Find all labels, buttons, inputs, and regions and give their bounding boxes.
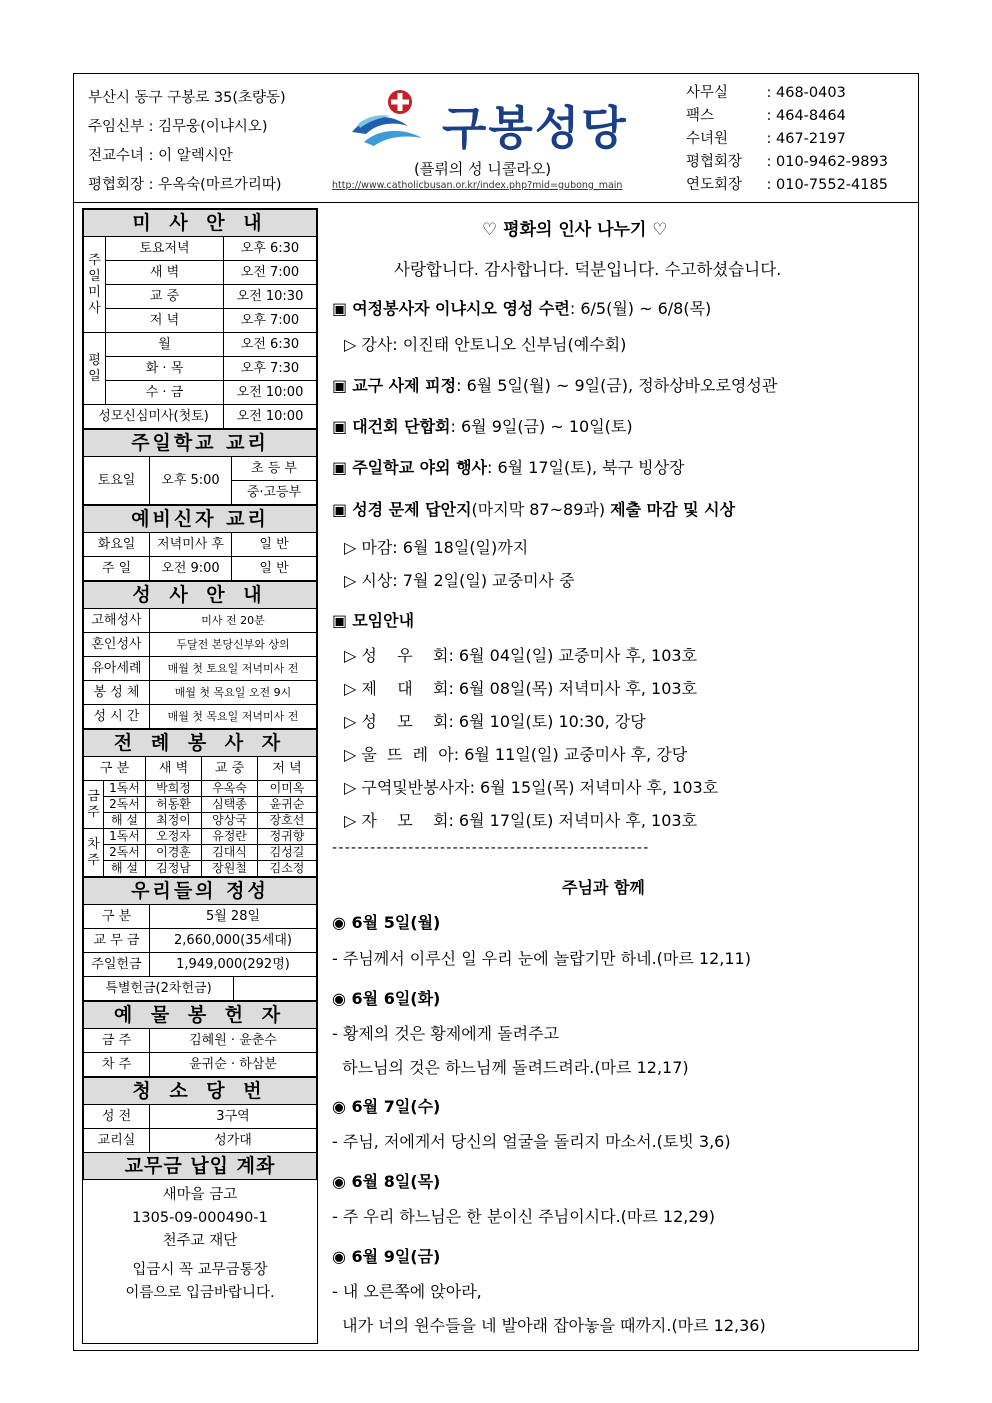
liturgy-person: 김소정 (258, 861, 317, 877)
meeting-item: ▷ 성 모 회: 6월 10일(토) 10:30, 강당 (344, 712, 646, 731)
sacrament-name: 혼인성사 (84, 633, 150, 657)
cleaning-place: 성 전 (84, 1105, 150, 1129)
day-verse: - 주님, 저에게서 당신의 얼굴을 돌리지 마소서.(토빗 3,6) (332, 1132, 731, 1151)
sunday-school-time: 오후 5:00 (150, 457, 232, 505)
notice-outing: ▣ 주일학교 야외 행사: 6월 17일(토), 북구 빙상장 (332, 458, 685, 477)
offering-value: 2,660,000(35세대) (150, 929, 317, 953)
bulletin-page (73, 73, 919, 1351)
notice-priest-retreat: ▣ 교구 사제 피정: 6월 5일(월) ~ 9일(금), 정하상바오로영성관 (332, 376, 778, 395)
square-bullet-icon: ▣ (332, 611, 353, 630)
church-website-link[interactable]: http://www.catholicbusan.or.kr/index.php?mid=gubong_main (332, 180, 623, 191)
cleaning-place: 교리실 (84, 1129, 150, 1153)
church-logo (332, 88, 676, 198)
liturgy-role: 해 설 (104, 813, 146, 829)
church-patron: (플뤼의 성 니콜라오) (414, 160, 552, 178)
bank-name: 새마을 금고 (162, 1187, 238, 1203)
liturgy-role: 해 설 (104, 861, 146, 877)
gift-donors: 김혜원 · 윤춘수 (150, 1029, 317, 1053)
liturgy-person: 최정이 (146, 813, 202, 829)
mass-time: 오후 6:30 (224, 237, 317, 261)
greeting: 사랑합니다. 감사합니다. 덕분입니다. 수고하셨습니다. (394, 260, 782, 279)
account-number: 1305-09-000490-1 (132, 1210, 268, 1226)
meeting-item: ▷ 성 우 회: 6월 04일(일) 교중미사 후, 103호 (344, 646, 698, 665)
offering-name: 주일헌금 (84, 953, 150, 977)
contact-office: 사무실 : 468-0403 (686, 85, 846, 101)
contact-list (686, 82, 888, 197)
cross-wave-icon (348, 88, 438, 150)
liturgy-person: 김성길 (258, 845, 317, 861)
liturgy-header: 구 분 (84, 757, 146, 781)
liturgy-person: 장호선 (258, 813, 317, 829)
liturgy-role: 1독서 (104, 829, 146, 845)
liturgy-role: 2독서 (104, 797, 146, 813)
mass-name: 화 · 목 (106, 357, 224, 381)
gift-donors: 윤귀순 · 하삼분 (150, 1053, 317, 1077)
liturgy-header: 저 녁 (258, 757, 317, 781)
mass-time: 오전 7:00 (224, 261, 317, 285)
mass-name: 교 중 (106, 285, 224, 309)
liturgy-person: 김정남 (146, 861, 202, 877)
offering-name: 교 무 금 (84, 929, 150, 953)
gift-week: 금 주 (84, 1029, 150, 1053)
day-verse: 내가 너의 원수들을 네 발아래 잡아놓을 때까지.(마르 12,36) (332, 1316, 766, 1335)
mass-time: 오전 10:30 (224, 285, 317, 309)
day-date: ◉ 6월 5일(월) (332, 913, 441, 932)
sacrament-name: 유아세례 (84, 657, 150, 681)
cleaning-team: 성가대 (150, 1129, 317, 1153)
with-lord-title: 주님과 함께 (562, 878, 645, 897)
sunday-mass-label: 주일미사 (84, 237, 106, 333)
catechumen-time: 오전 9:00 (150, 557, 232, 581)
sacraments-table (83, 581, 317, 729)
sunday-school-day: 토요일 (84, 457, 150, 505)
mass-name: 새 벽 (106, 261, 224, 285)
left-sidebar (82, 208, 318, 1344)
liturgy-person: 심택종 (202, 797, 258, 813)
day-verse: - 내 오른쪽에 앉아라, (332, 1282, 482, 1301)
cleaning-title: 청 소 당 번 (84, 1078, 317, 1105)
liturgy-person: 양상국 (202, 813, 258, 829)
liturgy-person: 우옥숙 (202, 781, 258, 797)
catechumen-day: 화요일 (84, 533, 150, 557)
liturgy-header: 새 벽 (146, 757, 202, 781)
liturgy-header: 교 중 (202, 757, 258, 781)
notice-daegeon: ▣ 대건회 단합회: 6월 9일(금) ~ 10일(토) (332, 417, 633, 436)
meeting-item: ▷ 구역및반봉사자: 6월 15일(목) 저녁미사 후, 103호 (344, 778, 719, 797)
gift-week: 차 주 (84, 1053, 150, 1077)
mass-table (83, 209, 317, 429)
special-offering-label: 특별헌금(2차헌금) (84, 977, 234, 1001)
catechumen-time: 저녁미사 후 (150, 533, 232, 557)
special-offering-value (234, 977, 317, 1001)
liturgy-role: 1독서 (104, 781, 146, 797)
church-name: 구봉성당 (442, 101, 628, 155)
day-verse: - 황제의 것은 황제에게 돌려주고 (332, 1024, 560, 1043)
quiz-award: ▷ 시상: 7월 2일(일) 교중미사 중 (344, 571, 575, 590)
liturgy-person: 이미옥 (258, 781, 317, 797)
header-info (88, 84, 286, 200)
sacrament-info: 매월 첫 목요일 오전 9시 (150, 681, 317, 705)
liturgy-person: 정귀향 (258, 829, 317, 845)
square-bullet-icon: ▣ (332, 299, 353, 318)
meeting-item: ▷ 울 뜨 레 아: 6월 11일(일) 교중미사 후, 강당 (344, 745, 688, 764)
offering-date: 5월 28일 (150, 905, 317, 929)
square-bullet-icon: ▣ (332, 458, 353, 477)
church-address: 부산시 동구 구봉로 35(초량동) (88, 90, 286, 106)
quiz-deadline: ▷ 마감: 6월 18일(일)까지 (344, 538, 529, 557)
liturgy-title: 전 례 봉 사 자 (84, 730, 317, 757)
contact-fax: 팩스 : 464-8464 (686, 108, 846, 124)
catechumen-title: 예비신자 교리 (84, 506, 317, 533)
sacrament-info: 매월 첫 토요일 저녁미사 전 (150, 657, 317, 681)
mass-name: 수 · 금 (106, 381, 224, 405)
day-date: ◉ 6월 7일(수) (332, 1097, 441, 1116)
square-bullet-icon: ▣ (332, 417, 353, 436)
liturgy-person: 유정란 (202, 829, 258, 845)
mass-name: 월 (106, 333, 224, 357)
catechumen-table (83, 505, 317, 581)
cleaning-team: 3구역 (150, 1105, 317, 1129)
catechumen-day: 주 일 (84, 557, 150, 581)
weekday-mass-label: 평일 (84, 333, 106, 405)
notice-retreat: ▣ 여정봉사자 이냐시오 영성 수련: 6/5(월) ~ 6/8(목) (332, 299, 712, 318)
mass-time: 오전 6:30 (224, 333, 317, 357)
square-bullet-icon: ▣ (332, 376, 353, 395)
meeting-item: ▷ 자 모 회: 6월 17일(토) 저녁미사 후, 103호 (344, 811, 698, 830)
sunday-school-table (83, 429, 317, 505)
liturgy-person: 윤귀순 (258, 797, 317, 813)
sunday-school-group: 중·고등부 (232, 481, 317, 505)
day-date: ◉ 6월 6일(화) (332, 989, 441, 1008)
day-date: ◉ 6월 8일(목) (332, 1172, 441, 1191)
offering-title: 우리들의 정성 (84, 878, 317, 905)
sunday-school-group: 초 등 부 (232, 457, 317, 481)
account-note: 이름으로 입금바랍니다. (125, 1285, 275, 1301)
liturgy-person: 김대식 (202, 845, 258, 861)
gift-title: 예 물 봉 헌 자 (84, 1002, 317, 1029)
gift-table (83, 1001, 317, 1077)
liturgy-week-label: 금주 (84, 781, 104, 829)
account-note: 입금시 꼭 교무금통장 (132, 1262, 268, 1278)
contact-convent: 수녀원 : 467-2197 (686, 131, 846, 147)
sacraments-title: 성 사 안 내 (84, 582, 317, 609)
account-title: 교무금 납입 계좌 (84, 1153, 317, 1180)
special-mass-name: 성모신심미사(첫토) (84, 405, 224, 429)
mass-title: 미 사 안 내 (84, 210, 317, 237)
liturgy-person: 이경훈 (146, 845, 202, 861)
pastor: 주임신부 : 김무웅(이냐시오) (88, 119, 268, 135)
sunday-school-title: 주일학교 교리 (84, 430, 317, 457)
liturgy-person: 허동환 (146, 797, 202, 813)
liturgy-table (83, 729, 317, 877)
square-bullet-icon: ▣ (332, 500, 353, 519)
sacrament-name: 봉 성 체 (84, 681, 150, 705)
notice-retreat-speaker: ▷ 강사: 이진태 안토니오 신부님(예수회) (344, 335, 627, 354)
liturgy-week-label: 차주 (84, 829, 104, 877)
catechumen-type: 일 반 (232, 557, 317, 581)
day-verse: 하느님의 것은 하느님께 돌려드려라.(마르 12,17) (332, 1058, 689, 1077)
mass-name: 토요저녁 (106, 237, 224, 261)
mass-time: 오전 10:00 (224, 381, 317, 405)
liturgy-person: 장원철 (202, 861, 258, 877)
cleaning-table (83, 1077, 317, 1180)
offering-value: 1,949,000(292명) (150, 953, 317, 977)
council-president: 평협회장 : 우옥숙(마르가리따) (88, 177, 282, 193)
day-date: ◉ 6월 9일(금) (332, 1247, 441, 1266)
header (74, 74, 918, 203)
special-mass-time: 오전 10:00 (224, 405, 317, 429)
offering-header-label: 구 분 (84, 905, 150, 929)
liturgy-role: 2독서 (104, 845, 146, 861)
contact-council: 평협회장 : 010-9462-9893 (686, 154, 888, 170)
offering-table (83, 877, 317, 1001)
mass-name: 저 녁 (106, 309, 224, 333)
sacrament-info: 두달전 본당신부와 상의 (150, 633, 317, 657)
section-divider: -------------------------------------------------- (332, 840, 650, 856)
catechumen-type: 일 반 (232, 533, 317, 557)
liturgy-person: 오정자 (146, 829, 202, 845)
mass-time: 오후 7:30 (224, 357, 317, 381)
main-title: ♡ 평화의 인사 나누기 ♡ (482, 220, 668, 240)
day-verse: - 주님께서 이루신 일 우리 눈에 놀랍기만 하네.(마르 12,11) (332, 949, 751, 968)
sacrament-name: 성 시 간 (84, 705, 150, 729)
sacrament-name: 고해성사 (84, 609, 150, 633)
mass-time: 오후 7:00 (224, 309, 317, 333)
account-info (83, 1180, 317, 1305)
notice-meetings: ▣ 모임안내 (332, 611, 415, 630)
liturgy-person: 박희정 (146, 781, 202, 797)
day-verse: - 주 우리 하느님은 한 분이신 주님이시다.(마르 12,29) (332, 1207, 715, 1226)
sister: 전교수녀 : 이 알렉시안 (88, 148, 233, 164)
contact-yeondo: 연도회장 : 010-7552-4185 (686, 177, 888, 193)
notice-bible-quiz: ▣ 성경 문제 답안지(마지막 87~89과) 제출 마감 및 시상 (332, 500, 736, 519)
sacrament-info: 매월 첫 목요일 저녁미사 전 (150, 705, 317, 729)
account-holder: 천주교 재단 (162, 1233, 238, 1249)
meeting-item: ▷ 제 대 회: 6월 08일(목) 저녁미사 후, 103호 (344, 679, 698, 698)
sacrament-info: 미사 전 20분 (150, 609, 317, 633)
